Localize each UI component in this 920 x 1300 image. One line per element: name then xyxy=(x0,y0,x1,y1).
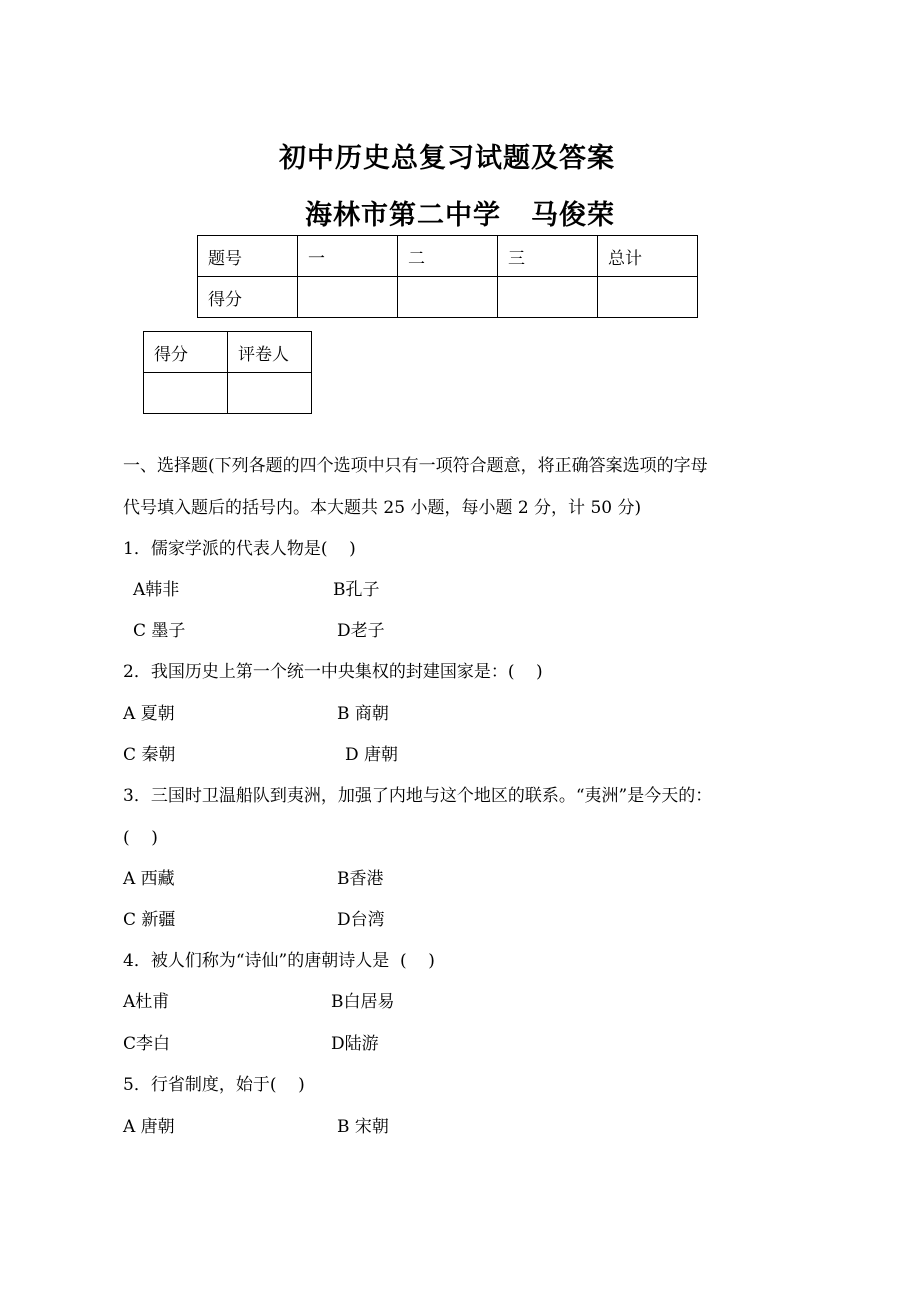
option-c: C 墨子 xyxy=(133,621,186,641)
page-title: 初中历史总复习试题及答案 xyxy=(279,143,615,174)
option-b: B香港 xyxy=(337,869,384,889)
option-c: C 秦朝 xyxy=(123,745,176,765)
table-row xyxy=(144,332,312,373)
table-row xyxy=(198,236,698,277)
option-d: D 唐朝 xyxy=(345,745,399,765)
option-d: D老子 xyxy=(337,621,385,641)
option-d: D陆游 xyxy=(331,1034,379,1054)
table-cell xyxy=(228,373,312,414)
question-stem-cont: ( ) xyxy=(123,828,158,848)
question-stem: 3．三国时卫温船队到夷洲，加强了内地与这个地区的联系。“夷洲”是今天的： xyxy=(123,786,713,806)
option-c: C李白 xyxy=(123,1034,171,1054)
question-stem: 4．被人们称为“诗仙”的唐朝诗人是 ( ) xyxy=(123,951,435,971)
table-cell xyxy=(298,277,398,318)
table-cell: 评卷人 xyxy=(228,332,312,373)
table-cell: 题号 xyxy=(198,236,298,277)
option-a: A 唐朝 xyxy=(123,1117,175,1137)
score-table xyxy=(197,235,698,318)
option-d: D台湾 xyxy=(337,910,385,930)
table-cell xyxy=(598,277,698,318)
table-cell xyxy=(144,373,228,414)
option-c: C 新疆 xyxy=(123,910,176,930)
section-intro-line1: 一、选择题(下列各题的四个选项中只有一项符合题意，将正确答案选项的字母 xyxy=(123,456,708,476)
table-cell: 三 xyxy=(498,236,598,277)
table-cell: 得分 xyxy=(198,277,298,318)
question-stem: 1．儒家学派的代表人物是( ) xyxy=(123,539,356,559)
table-row xyxy=(144,373,312,414)
table-cell xyxy=(398,277,498,318)
school-name: 海林市第二中学 xyxy=(305,200,501,231)
option-a: A杜甫 xyxy=(123,992,170,1012)
option-b: B 宋朝 xyxy=(337,1117,389,1137)
grader-table xyxy=(143,331,312,414)
option-b: B白居易 xyxy=(331,992,395,1012)
table-cell: 总计 xyxy=(598,236,698,277)
table-cell: 二 xyxy=(398,236,498,277)
question-stem: 5．行省制度，始于( ) xyxy=(123,1075,305,1095)
option-b: B 商朝 xyxy=(337,704,389,724)
section-intro-line2: 代号填入题后的括号内。本大题共 25 小题，每小题 2 分，计 50 分) xyxy=(123,498,642,518)
option-a: A 夏朝 xyxy=(123,704,175,724)
table-cell xyxy=(498,277,598,318)
author-name: 马俊荣 xyxy=(531,200,615,231)
option-a: A 西藏 xyxy=(123,869,175,889)
table-cell: 一 xyxy=(298,236,398,277)
school-author-line xyxy=(0,193,920,232)
table-row xyxy=(198,277,698,318)
question-stem: 2．我国历史上第一个统一中央集权的封建国家是：( ) xyxy=(123,662,543,682)
option-a: A韩非 xyxy=(133,580,180,600)
option-b: B孔子 xyxy=(333,580,380,600)
table-cell: 得分 xyxy=(144,332,228,373)
